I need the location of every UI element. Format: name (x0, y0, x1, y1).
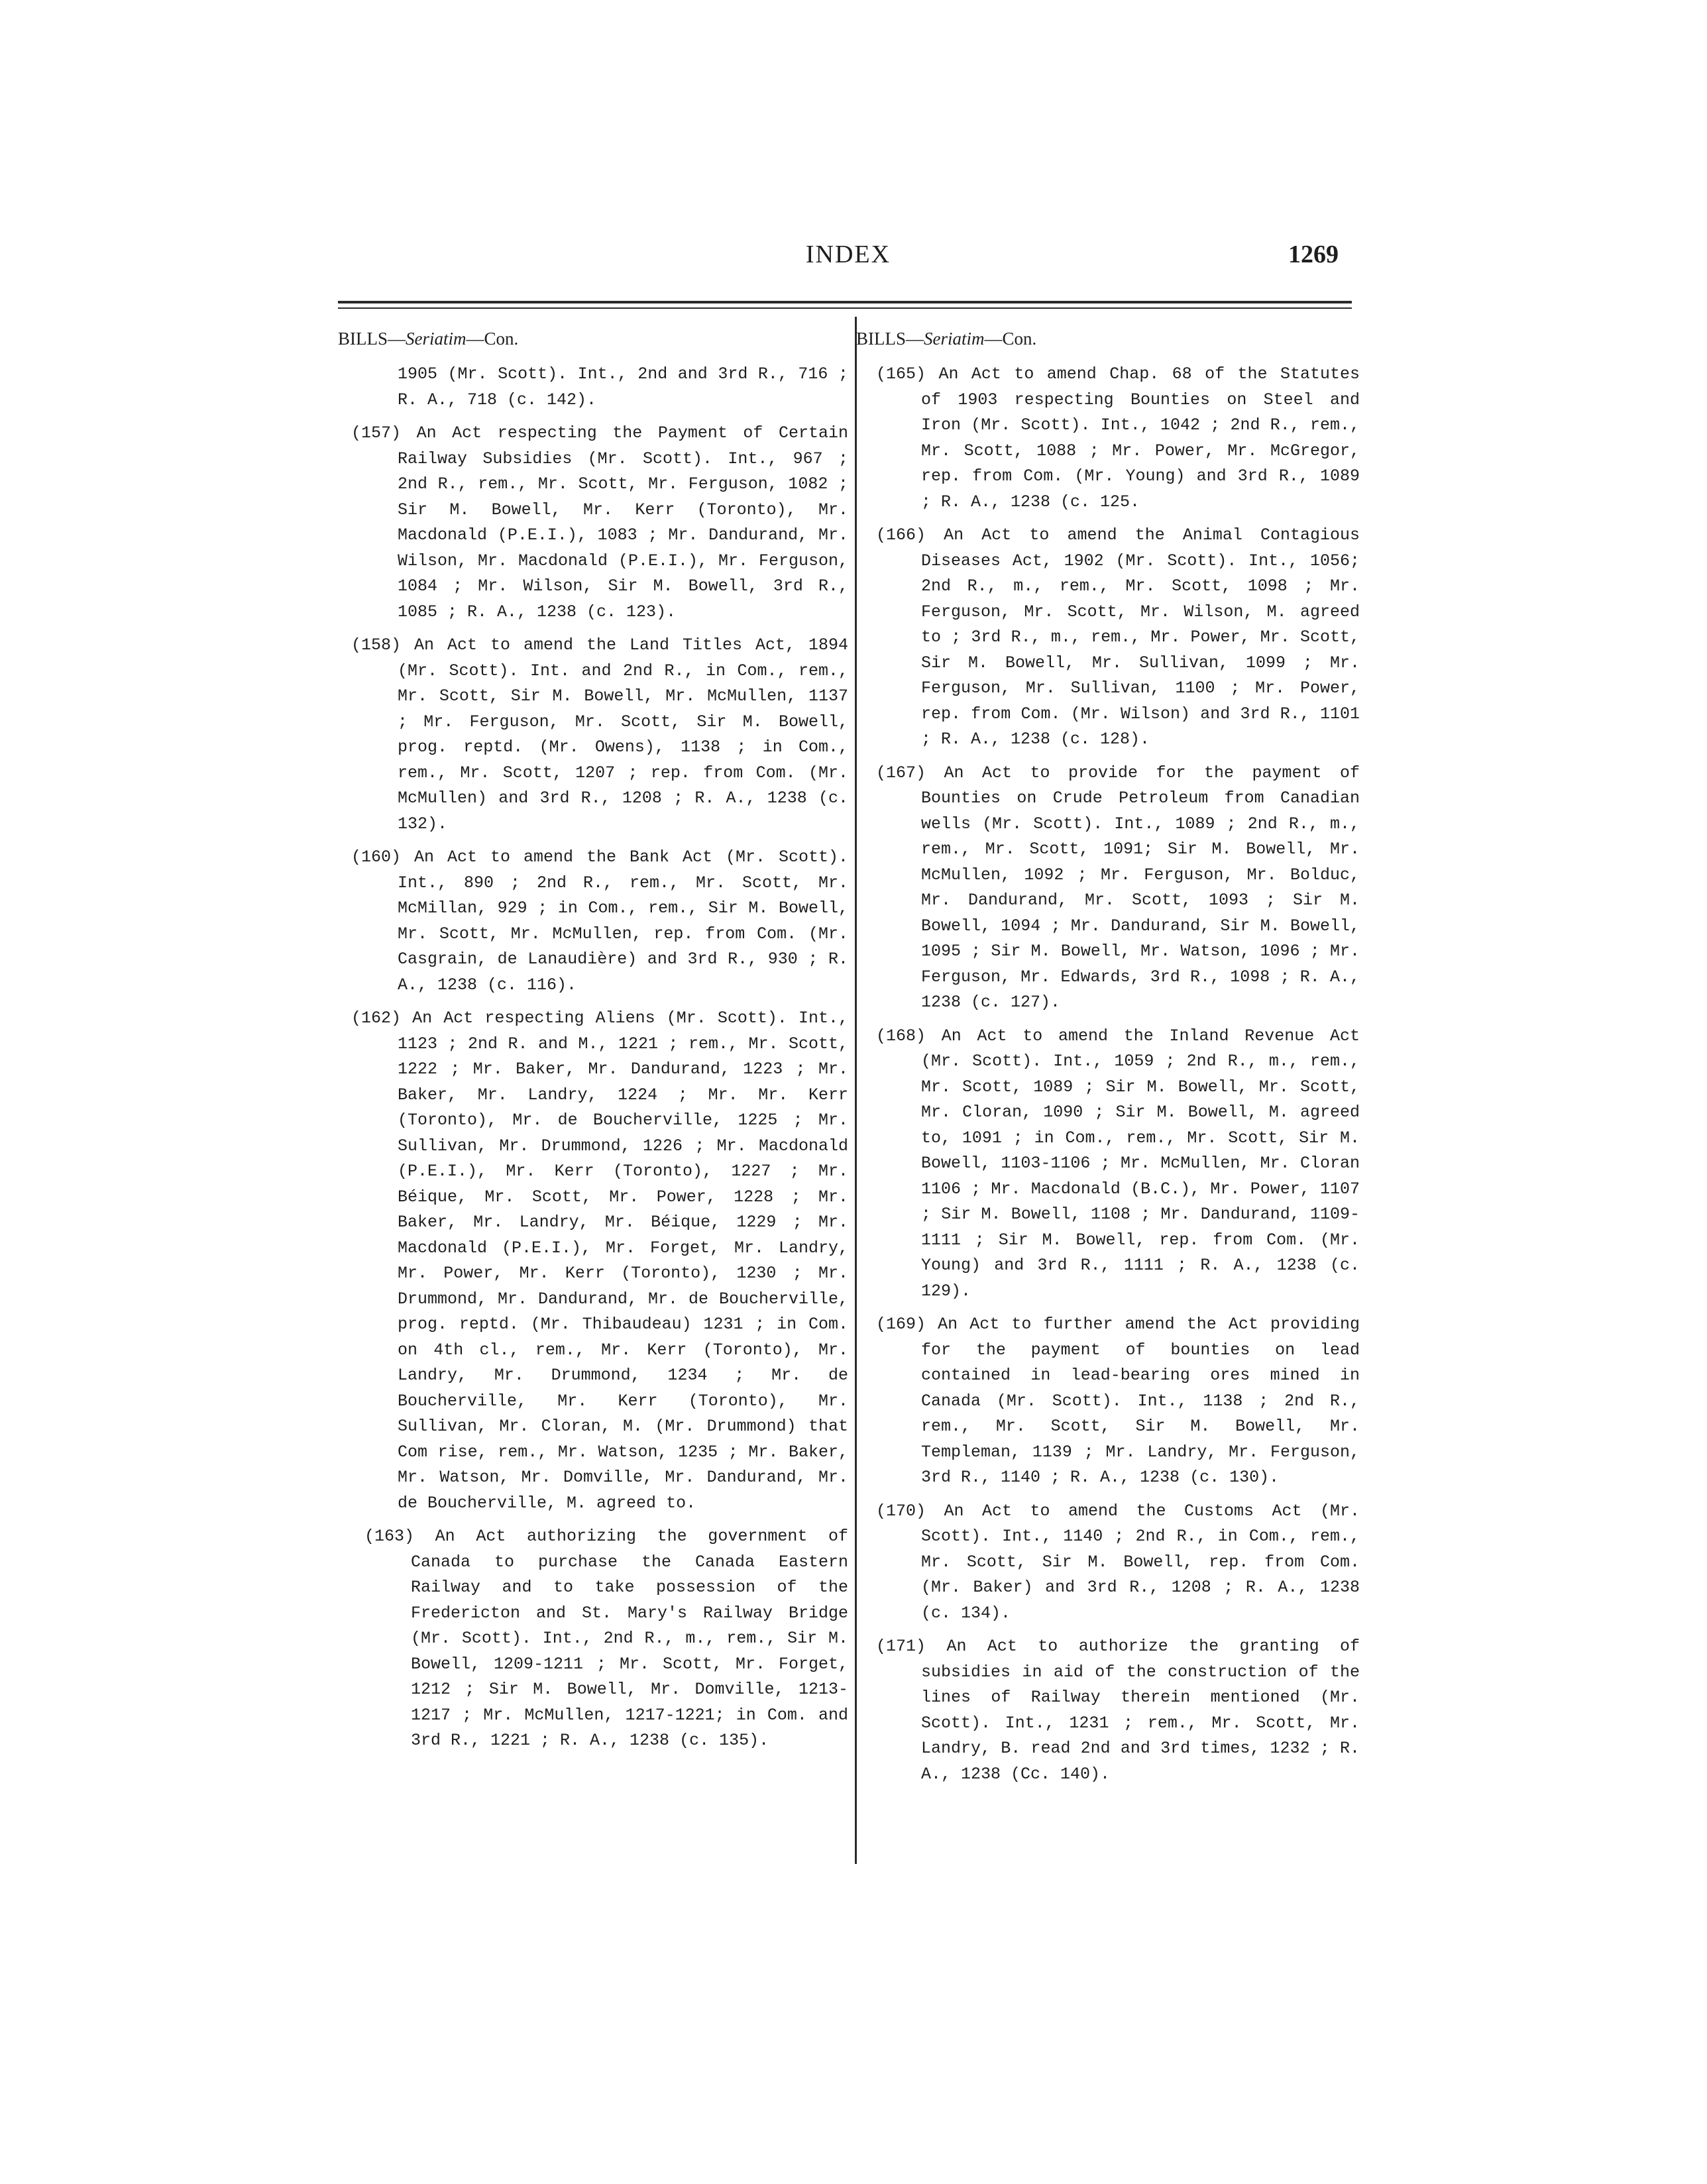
index-entry (856, 761, 1360, 1016)
right-column (856, 326, 1360, 1795)
index-entry (338, 1006, 848, 1516)
entry-number: (160) (351, 847, 402, 867)
index-entry (856, 1312, 1360, 1491)
entry-text: An Act to amend the Inland Revenue Act (Mr. Scott). Int., 1059 ; 2nd R., m., rem., Mr. Scott, 1089 ; Sir M. Bowell, Mr. Scott, Mr. Cloran, 1090 ; Sir M. Bowell, M. agreed to, 1091 ; in Com., rem., Mr. Scott, Sir M. Bowell, 1103-1106 ; Mr. McMullen, Mr. Cloran 1106 ; Mr. Macdonald (B.C.), Mr. Power, 1107 ; Sir M. Bowell, 1108 ; Mr. Dandurand, 1109-1111 ; Sir M. Bowell, rep. from Com. (Mr. Young) and 3rd R., 1111 ; R. A., 1238 (c. 129). (921, 1026, 1360, 1301)
index-entry (338, 1524, 848, 1754)
left-column-heading (338, 326, 848, 351)
heading-italic: Seriatim (406, 329, 467, 349)
page-number: 1269 (1288, 241, 1339, 268)
entry-number: (170) (876, 1501, 926, 1521)
index-entry (856, 362, 1360, 515)
entry-number: (163) (364, 1527, 415, 1546)
entry-number: (167) (876, 763, 926, 783)
page-title: INDEX (805, 241, 891, 268)
entry-number: (162) (351, 1009, 402, 1028)
entry-text: An Act authorizing the government of Canada to purchase the Canada Eastern Railway and to take possession of the Fredericton and St. Mary's Railway Bridge (Mr. Scott). Int., 2nd R., m., rem., Sir M. Bowell, 1209-1211 ; Mr. Scott, Mr. Forget, 1212 ; Sir M. Bowell, Mr. Domville, 1213-1217 ; Mr. McMullen, 1217-1221; in Com. and 3rd R., 1221 ; R. A., 1238 (c. 135). (411, 1527, 848, 1750)
entry-text: An Act to amend Chap. 68 of the Statutes of 1903 respecting Bounties on Steel and Iron (Mr. Scott). Int., 1042 ; 2nd R., rem., Mr. Scott, 1088 ; Mr. Power, Mr. McGregor, rep. from Com. (Mr. Young) and 3rd R., 1089 ; R. A., 1238 (c. 125. (921, 364, 1360, 512)
heading-italic: Seriatim (924, 329, 985, 349)
index-entry (338, 633, 848, 837)
index-entry (856, 1634, 1360, 1787)
heading-prefix: BILLS— (856, 329, 924, 349)
continuation-entry: 1905 (Mr. Scott). Int., 2nd and 3rd R., 716 ; R. A., 718 (c. 142). (398, 364, 848, 410)
heading-suffix: —Con. (466, 329, 519, 349)
entry-text: An Act respecting Aliens (Mr. Scott). Int., 1123 ; 2nd R. and M., 1221 ; rem., Mr. Scott, 1222 ; Mr. Baker, Mr. Dandurand, 1223 ; Mr. Baker, Mr. Landry, 1224 ; Mr. Mr. Kerr (Toronto), Mr. de Boucherville, 1225 ; Mr. Sullivan, Mr. Drummond, 1226 ; Mr. Macdonald (P.E.I.), Mr. Kerr (Toronto), 1227 ; Mr. Béique, Mr. Scott, Mr. Power, 1228 ; Mr. Baker, Mr. Landry, Mr. Béique, 1229 ; Mr. Macdonald (P.E.I.), Mr. Forget, Mr. Landry, Mr. Power, Mr. Kerr (Toronto), 1230 ; Mr. Drummond, Mr. Dandurand, Mr. de Boucherville, prog. reptd. (Mr. Thibaudeau) 1231 ; in Com. on 4th cl., rem., Mr. Kerr (Toronto), Mr. Landry, Mr. Drummond, 1234 ; Mr. de Boucherville, Mr. Kerr (Toronto), Mr. Sullivan, Mr. Cloran, M. (Mr. Drummond) that Com rise, rem., Mr. Watson, 1235 ; Mr. Baker, Mr. Watson, Mr. Domville, Mr. Dandurand, Mr. de Boucherville, M. agreed to. (398, 1009, 848, 1513)
entry-number: (168) (876, 1026, 926, 1046)
entry-text: An Act to amend the Bank Act (Mr. Scott). Int., 890 ; 2nd R., rem., Mr. Scott, Mr. McMillan, 929 ; in Com., rem., Sir M. Bowell, Mr. Scott, Mr. McMullen, rep. from Com. (Mr. Casgrain, de Lanaudière) and 3rd R., 930 ; R. A., 1238 (c. 116). (398, 847, 848, 995)
entry-text: An Act to provide for the payment of Bounties on Crude Petroleum from Canadian wells (Mr. Scott). Int., 1089 ; 2nd R., m., rem., Mr. Scott, 1091; Sir M. Bowell, Mr. McMullen, 1092 ; Mr. Ferguson, Mr. Bolduc, Mr. Dandurand, Mr. Scott, 1093 ; Sir M. Bowell, 1094 ; Mr. Dandurand, Sir M. Bowell, 1095 ; Sir M. Bowell, Mr. Watson, 1096 ; Mr. Ferguson, Mr. Edwards, 3rd R., 1098 ; R. A., 1238 (c. 127). (921, 763, 1360, 1012)
left-column (338, 326, 848, 1762)
entry-text: An Act to amend the Customs Act (Mr. Scott). Int., 1140 ; 2nd R., in Com., rem., Mr. Scott, Sir M. Bowell, rep. from Com. (Mr. Baker) and 3rd R., 1208 ; R. A., 1238 (c. 134). (921, 1501, 1360, 1623)
index-entry (856, 1024, 1360, 1305)
index-entry (856, 1499, 1360, 1627)
entry-text: An Act to further amend the Act providing for the payment of bounties on lead contained in lead-bearing ores mined in Canada (Mr. Scott). Int., 1138 ; 2nd R., rem., Mr. Scott, Sir M. Bowell, Mr. Templeman, 1139 ; Mr. Landry, Mr. Ferguson, 3rd R., 1140 ; R. A., 1238 (c. 130). (921, 1315, 1360, 1487)
entry-text: An Act to amend the Animal Contagious Diseases Act, 1902 (Mr. Scott). Int., 1056; 2nd R., m., rem., Mr. Scott, 1098 ; Mr. Ferguson, Mr. Scott, Mr. Wilson, M. agreed to ; 3rd R., m., rem., Mr. Power, Mr. Scott, Sir M. Bowell, Mr. Sullivan, 1099 ; Mr. Ferguson, Mr. Sullivan, 1100 ; Mr. Power, rep. from Com. (Mr. Wilson) and 3rd R., 1101 ; R. A., 1238 (c. 128). (921, 525, 1360, 749)
header-rule-top (338, 301, 1352, 303)
entry-number: (165) (876, 364, 926, 384)
index-entry (856, 523, 1360, 753)
entry-text: An Act to authorize the granting of subsidies in aid of the construction of the lines of Railway therein mentioned (Mr. Scott). Int., 1231 ; rem., Mr. Scott, Mr. Landry, B. read 2nd and 3rd times, 1232 ; R. A., 1238 (Cc. 140). (921, 1637, 1360, 1784)
entry-text: An Act respecting the Payment of Certain Railway Subsidies (Mr. Scott). Int., 967 ; 2nd R., rem., Mr. Scott, Mr. Ferguson, 1082 ; Sir M. Bowell, Mr. Kerr (Toronto), Mr. Macdonald (P.E.I.), 1083 ; Mr. Dandurand, Mr. Wilson, Mr. Macdonald (P.E.I.), Mr. Ferguson, 1084 ; Mr. Wilson, Sir M. Bowell, 3rd R., 1085 ; R. A., 1238 (c. 123). (398, 423, 848, 622)
right-column-heading (856, 326, 1360, 351)
entry-number: (169) (876, 1315, 926, 1334)
header-rule-bottom (338, 307, 1352, 309)
entry-number: (158) (351, 635, 402, 655)
heading-suffix: —Con. (984, 329, 1037, 349)
entry-number: (166) (876, 525, 926, 545)
running-head (663, 240, 1352, 286)
index-entry (338, 421, 848, 625)
entry-text: An Act to amend the Land Titles Act, 1894 (Mr. Scott). Int. and 2nd R., in Com., rem., Mr. Scott, Sir M. Bowell, Mr. McMullen, 1137 ; Mr. Ferguson, Mr. Scott, Sir M. Bowell, prog. reptd. (Mr. Owens), 1138 ; in Com., rem., Mr. Scott, 1207 ; rep. from Com. (Mr. McMullen) and 3rd R., 1208 ; R. A., 1238 (c. 132). (398, 635, 848, 834)
entry-number: (171) (876, 1637, 926, 1656)
entry-number: (157) (351, 423, 402, 443)
heading-prefix: BILLS— (338, 329, 406, 349)
index-entry (338, 845, 848, 998)
